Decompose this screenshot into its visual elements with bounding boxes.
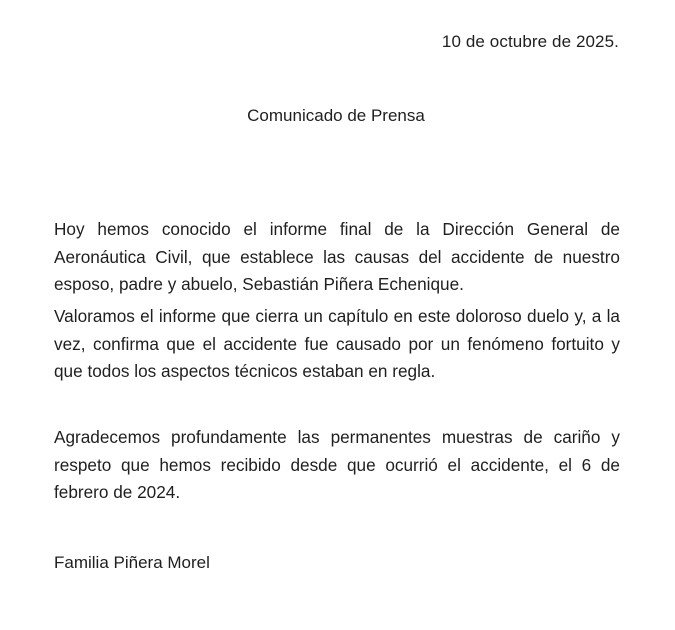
paragraph-report-announcement: Hoy hemos conocido el informe final de la Dirección General de Aeronáutica Civil, que establece las causas del accidente de nuestro esposo, padre y abuelo, Sebastián Piñera Echenique. bbox=[54, 219, 620, 294]
document-date: 10 de octubre de 2025. bbox=[441, 32, 619, 51]
paragraph-gratitude: Agradecemos profundamente las permanentes muestras de cariño y respeto que hemos recibido desde que ocurrió el accidente, el 6 de febrero de 2024. bbox=[54, 427, 620, 502]
signature: Familia Piñera Morel bbox=[54, 553, 210, 572]
document-title: Comunicado de Prensa bbox=[247, 106, 425, 125]
paragraph-report-assessment: Valoramos el informe que cierra un capítulo en este doloroso duelo y, a la vez, confirma que el accidente fue causado por un fenómeno fortuito y que todos los aspectos técnicos estaban en regla. bbox=[54, 306, 620, 381]
